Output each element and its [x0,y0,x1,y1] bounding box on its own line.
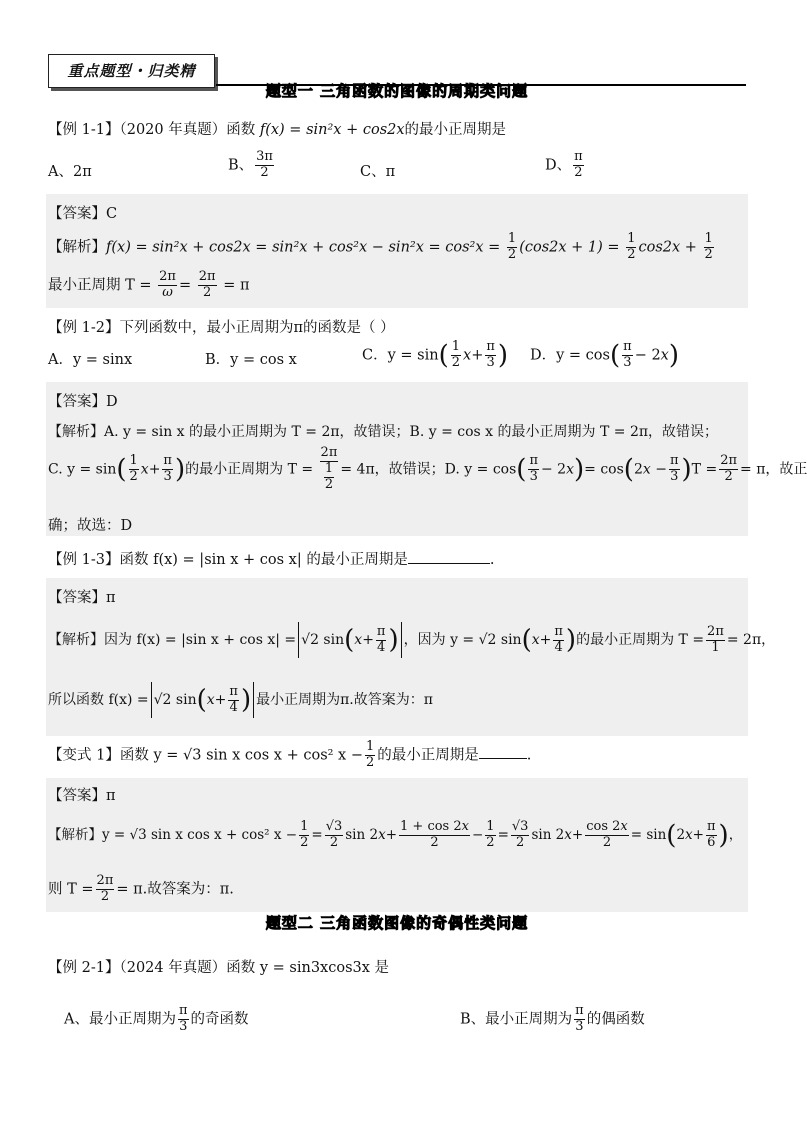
example-1-3-analysis-line1: 【解析】因为 f(x) = |sin x + cos x| = √2 sin(x+ $\frac{\pi}{4}$ ) ，因为 y = √2 sin(x+ $\frac{\pi}{4}$ )的最小正周期为 T = $\frac{2\pi}{1}$ = 2π， [48,622,775,658]
variation-1-analysis-line1: 【解析】y = √3 sin x cos x + cos² x − $\frac{1}{2}$ = $\frac{√3}{2}$ sin 2x+ $\frac{1 + \cos 2x}{2}$ − $\frac{1}{2}$ = $\frac{√3}{2}$ sin 2x+ $\frac{\cos 2x}{2}$ = sin(2x+ $\frac{\pi}{6}$ )， [48,819,743,851]
example-1-1-option-a: A、2π [48,164,92,180]
example-1-1-question: 【例 1-1】（2020 年真题）函数 f(x) = sin²x + cos2x的最小正周期是 [48,122,507,138]
example-1-2-option-b: B．y = cos x [205,352,297,368]
example-1-2-answer: 【答案】D [48,394,118,410]
example-1-1-period: 最小正周期 T = $\frac{2\pi}{\omega}$ = $\frac{2\pi}{2}$ = π [48,269,250,300]
example-1-2-analysis-line1: 【解析】A. y = sin x 的最小正周期为 T = 2π，故错误；B. y = cos x 的最小正周期为 T = 2π，故错误； [48,424,719,440]
variation-1-analysis-line2: 则 T = $\frac{2\pi}{2}$ = π.故答案为：π. [48,873,234,904]
example-1-1-option-c: C、π [360,164,396,180]
example-1-3-question: 【例 1-3】函数 f(x) = |sin x + cos x| 的最小正周期是 . [48,552,495,568]
example-1-1-answer: 【答案】C [48,206,118,222]
example-1-2-option-c: C．y = sin( $\frac{1}{2}$ x+ $\frac{\pi}{3}$ ) [362,339,509,371]
heading-type-2: 题型二 三角函数图像的奇偶性类问题 [265,914,529,932]
example-2-1-option-a: A、最小正周期为 $\frac{\pi}{3}$ 的奇函数 [64,1003,249,1034]
example-1-2-option-d: D．y = cos( $\frac{\pi}{3}$ − 2x) [530,339,680,371]
example-1-2-question: 【例 1-2】下列函数中，最小正周期为π的函数是（ ） [48,320,395,336]
example-1-1-option-d: D、 $\frac{\pi}{2}$ [545,149,583,180]
example-1-1-option-b: B、 $\frac{3\pi}{2}$ [228,149,273,180]
example-1-2-analysis-line2: C. y = sin( $\frac{1}{2}$ x+ $\frac{\pi}{3}$ )的最小正周期为 T = $\frac{2\pi}{\frac{1}{2}}$ = 4π，故错误；D. y = cos( $\frac{\pi}{3}$ − 2x)= cos(2x − $\frac{\pi}{3}$ )T = $\frac{2\pi}{2}$ = π，故正 [48,445,807,492]
heading-type-1: 题型一 三角函数的图像的周期类问题 [265,82,529,100]
example-2-1-question: 【例 2-1】（2024 年真题）函数 y = sin3xcos3x 是 [48,960,390,976]
variation-1-answer: 【答案】π [48,788,116,804]
example-1-2-analysis-line3: 确；故选：D [48,518,133,534]
example-1-3-answer: 【答案】π [48,590,116,606]
example-1-2-option-a: A．y = sinx [48,352,133,368]
variation-1-question: 【变式 1】函数 y = √3 sin x cos x + cos² x − $\frac{1}{2}$ 的最小正周期是 . [48,739,532,770]
example-1-3-analysis-line2: 所以函数 f(x) = √2 sin(x+ $\frac{\pi}{4}$ ) 最小正周期为π.故答案为：π [48,682,433,718]
example-1-1-analysis: 【解析】f(x) = sin²x + cos2x = sin²x + cos²x − sin²x = cos²x = $\frac{1}{2}$ (cos2x + 1) = $\frac{1}{2}$ cos2x + $\frac{1}{2}$ [48,231,713,262]
section-tag: 重点题型・归类精 [48,54,215,88]
example-2-1-option-b: B、最小正周期为 $\frac{\pi}{3}$ 的偶函数 [460,1003,645,1034]
